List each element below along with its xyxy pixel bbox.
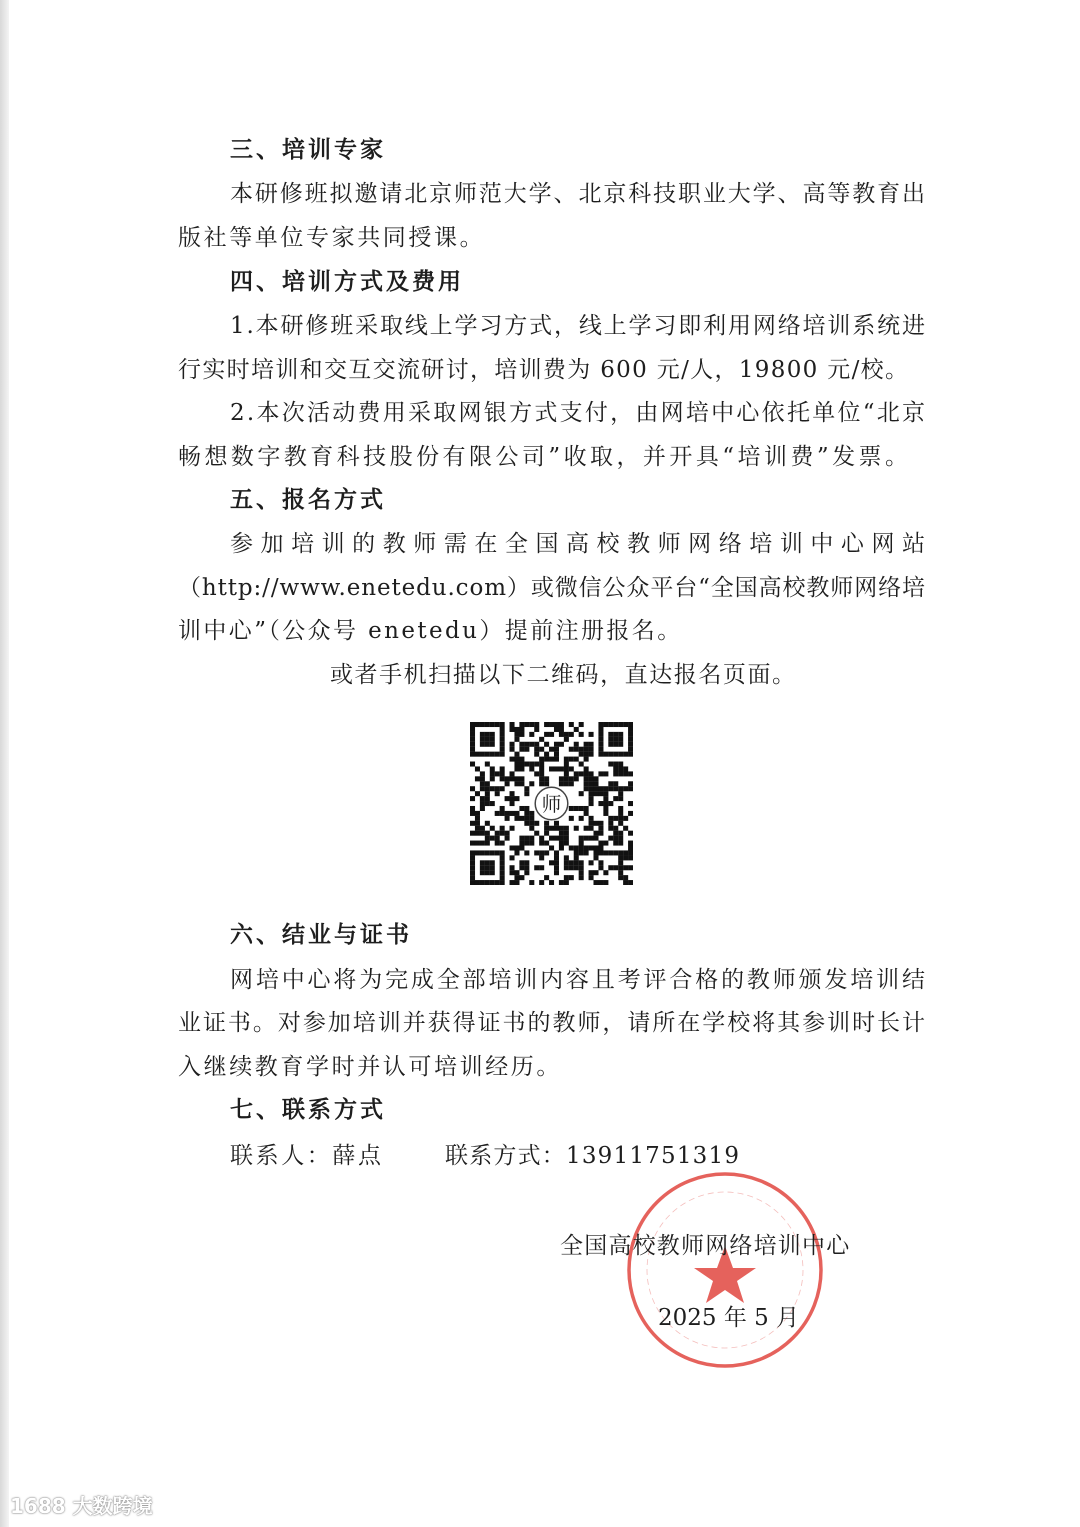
contact-person: 联系人：薛点: [230, 1143, 384, 1169]
text-line: 2.本次活动费用采取网银方式支付，由网培中心依托单位“北京: [230, 400, 928, 426]
signature-org: 全国高校教师网络培训中心: [560, 1233, 851, 1259]
heading-experts: 三、培训专家: [230, 136, 386, 163]
text-line: 1.本研修班采取线上学习方式，线上学习即利用网络培训系统进: [230, 313, 927, 339]
signature-date: 2025 年 5 月: [658, 1305, 800, 1331]
qr-center-logo: 师: [541, 792, 562, 816]
text-line: 或者手机扫描以下二维码，直达报名页面。: [330, 662, 797, 688]
text-line: 本研修班拟邀请北京师范大学、北京科技职业大学、高等教育出: [230, 181, 927, 207]
scan-edge: [0, 0, 9, 1527]
text-line: 业证书。对参加培训并获得证书的教师，请所在学校将其参训时长计: [178, 1010, 927, 1036]
heading-method-fee: 四、培训方式及费用: [230, 268, 464, 295]
contact-phone: 联系方式：13911751319: [445, 1143, 741, 1169]
text-line: 行实时培训和交互交流研讨，培训费为 600 元/人，19800 元/校。: [178, 357, 910, 383]
text-line: 参加培训的教师需在全国高校教师网络培训中心网站: [230, 531, 933, 557]
text-line: 入继续教育学时并认可培训经历。: [178, 1054, 562, 1080]
heading-certificate: 六、结业与证书: [230, 921, 412, 948]
text-line: 版社等单位专家共同授课。: [178, 225, 486, 251]
text-line: （http://www.enetedu.com）或微信公众平台“全国高校教师网络培: [178, 575, 926, 601]
heading-registration: 五、报名方式: [230, 486, 386, 513]
watermark: 1688 大数跨境: [10, 1494, 153, 1518]
registration-qr-code[interactable]: [470, 722, 633, 885]
text-line: 畅想数字教育科技股份有限公司”收取，并开具“培训费”发票。: [178, 444, 912, 470]
text-line: 训中心”（公众号 enetedu）提前注册报名。: [178, 618, 683, 644]
heading-contact: 七、联系方式: [230, 1096, 386, 1123]
text-line: 网培中心将为完成全部培训内容且考评合格的教师颁发培训结: [230, 967, 928, 993]
official-seal: [625, 1170, 825, 1370]
